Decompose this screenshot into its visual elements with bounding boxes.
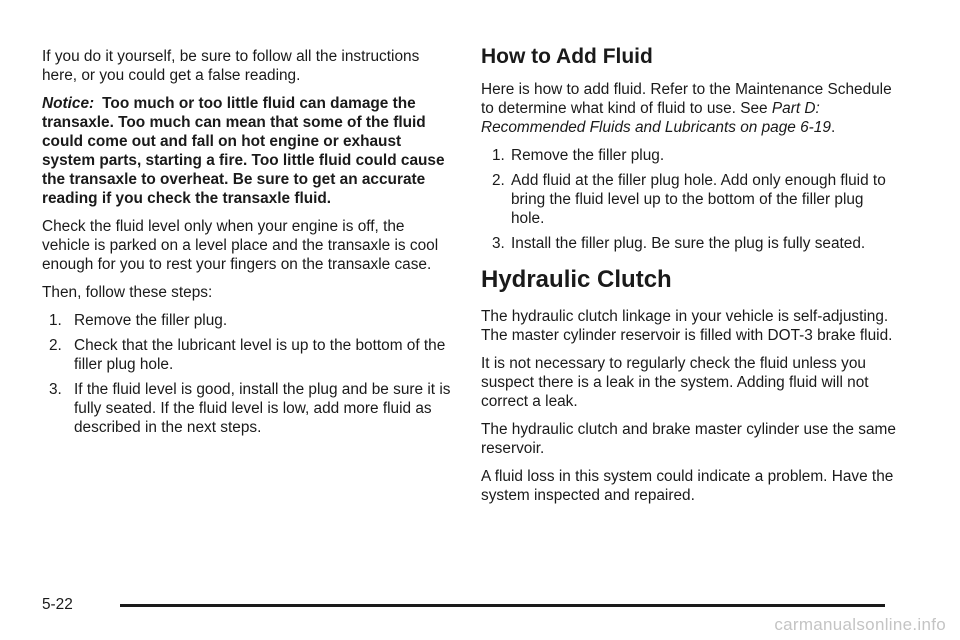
step-text: Remove the filler plug. <box>511 147 665 164</box>
fluids-reference-link[interactable]: Part D: Recommended Fluids and Lubricants on page 6-19 <box>481 100 831 136</box>
step-text: Install the filler plug. Be sure the plug is fully seated. <box>511 235 866 252</box>
list-item <box>42 336 454 374</box>
list-item <box>481 234 901 253</box>
right-column <box>481 44 901 514</box>
notice-label: Notice: <box>42 95 95 112</box>
add-fluid-paragraph <box>481 80 901 137</box>
step-number: 3. <box>492 235 505 252</box>
watermark: carmanualsonline.info <box>774 615 946 634</box>
clutch-paragraph: The hydraulic clutch and brake master cylinder use the same reservoir. <box>481 421 896 457</box>
list-item <box>42 380 454 437</box>
reference-period: . <box>830 119 836 136</box>
clutch-paragraph: The hydraulic clutch linkage in your vehicle is self-adjusting. The master cylinder reservoir is filled with DOT-3 brake fluid. <box>481 308 893 344</box>
clutch-paragraph: A fluid loss in this system could indicate a problem. Have the system inspected and repaired. <box>481 468 894 504</box>
step-number: 2. <box>49 337 62 354</box>
footer-divider <box>120 604 885 607</box>
right-steps-list <box>481 146 901 253</box>
step-text: If the fluid level is good, install the plug and be sure it is fully seated. If the fluid level is low, add more fluid as described in the next steps. <box>74 381 451 436</box>
step-number: 2. <box>492 172 505 189</box>
step-number: 1. <box>492 147 505 164</box>
list-item <box>481 171 901 228</box>
then-paragraph: Then, follow these steps: <box>42 284 213 301</box>
check-paragraph: Check the fluid level only when your engine is off, the vehicle is parked on a level place and the transaxle is cool enough for you to rest your fingers on the transaxle case. <box>42 218 439 273</box>
step-text: Check that the lubricant level is up to the bottom of the filler plug hole. <box>74 337 446 373</box>
add-fluid-heading: How to Add Fluid <box>481 45 653 68</box>
notice-paragraph <box>42 94 454 208</box>
step-number: 1. <box>49 312 62 329</box>
left-column <box>42 47 454 446</box>
step-text: Remove the filler plug. <box>74 312 228 329</box>
step-number: 3. <box>49 381 62 398</box>
list-item <box>42 311 454 330</box>
intro-paragraph: If you do it yourself, be sure to follow all the instructions here, or you could get a false reading. <box>42 48 420 84</box>
list-item <box>481 146 901 165</box>
left-steps-list <box>42 311 454 437</box>
clutch-paragraph: It is not necessary to regularly check the fluid unless you suspect there is a leak in the system. Adding fluid will not correct a leak. <box>481 355 869 410</box>
notice-text: Too much or too little fluid can damage the transaxle. Too much can mean that some of the fluid could come out and fall on hot engine or exhaust system parts, starting a fire. Too little fluid could cause the transaxle to overheat. Be sure to get an accurate reading if you check the transaxle fluid. <box>42 95 445 207</box>
step-text: Add fluid at the filler plug hole. Add only enough fluid to bring the fluid level up to the bottom of the filler plug hole. <box>511 172 886 227</box>
page-number: 5-22 <box>42 596 73 613</box>
clutch-heading: Hydraulic Clutch <box>481 266 672 293</box>
add-fluid-intro: Here is how to add fluid. Refer to the Maintenance Schedule to determine what kind of fluid to use. See <box>481 81 892 117</box>
